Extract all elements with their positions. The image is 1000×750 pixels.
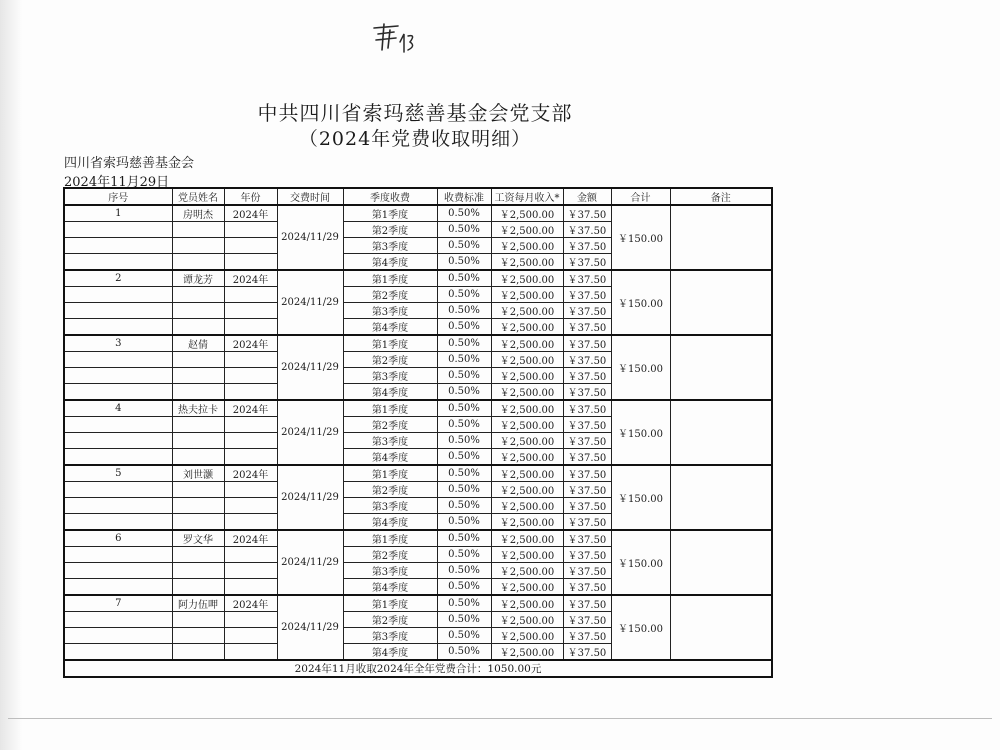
fee-rate: 0.50% bbox=[437, 384, 491, 401]
fee-rate: 0.50% bbox=[437, 530, 491, 547]
empty-name-cell bbox=[172, 644, 224, 661]
table-row bbox=[64, 335, 772, 352]
member-name: 刘世灏 bbox=[172, 465, 224, 482]
quarter-label: 第1季度 bbox=[343, 335, 437, 352]
fee-rate: 0.50% bbox=[437, 270, 491, 287]
fee-table bbox=[63, 187, 773, 678]
empty-name-cell bbox=[172, 563, 224, 579]
monthly-salary: ￥2,500.00 bbox=[491, 547, 563, 563]
quarter-label: 第3季度 bbox=[343, 563, 437, 579]
quarter-label: 第1季度 bbox=[343, 465, 437, 482]
empty-name-cell bbox=[172, 498, 224, 514]
quarter-label: 第3季度 bbox=[343, 628, 437, 644]
fee-rate: 0.50% bbox=[437, 547, 491, 563]
empty-year-cell bbox=[224, 612, 277, 628]
empty-name-cell bbox=[172, 579, 224, 596]
quarter-label: 第4季度 bbox=[343, 254, 437, 271]
quarter-amount: ￥37.50 bbox=[563, 384, 611, 401]
quarter-label: 第2季度 bbox=[343, 352, 437, 368]
empty-year-cell bbox=[224, 368, 277, 384]
monthly-salary: ￥2,500.00 bbox=[491, 530, 563, 547]
empty-year-cell bbox=[224, 384, 277, 401]
empty-name-cell bbox=[172, 238, 224, 254]
scan-bottom-edge bbox=[8, 718, 992, 719]
member-total: ￥150.00 bbox=[611, 270, 670, 335]
empty-number-cell bbox=[64, 384, 172, 401]
table-row bbox=[64, 530, 772, 547]
quarter-amount: ￥37.50 bbox=[563, 205, 611, 222]
header-cell: 金额 bbox=[563, 188, 611, 205]
empty-number-cell bbox=[64, 498, 172, 514]
member-number: 4 bbox=[64, 400, 172, 417]
document-subtitle: （2024年党费收取明细） bbox=[298, 128, 532, 150]
remarks-cell bbox=[670, 400, 772, 465]
monthly-salary: ￥2,500.00 bbox=[491, 254, 563, 271]
table-row bbox=[64, 400, 772, 417]
quarter-amount: ￥37.50 bbox=[563, 482, 611, 498]
header-cell: 年份 bbox=[224, 188, 277, 205]
empty-year-cell bbox=[224, 628, 277, 644]
empty-year-cell bbox=[224, 644, 277, 661]
fee-rate: 0.50% bbox=[437, 514, 491, 531]
quarter-label: 第4季度 bbox=[343, 579, 437, 596]
payment-date: 2024/11/29 bbox=[277, 335, 343, 400]
remarks-cell bbox=[670, 335, 772, 400]
header-cell: 交费时间 bbox=[277, 188, 343, 205]
fee-rate: 0.50% bbox=[437, 433, 491, 449]
member-number: 7 bbox=[64, 595, 172, 612]
quarter-amount: ￥37.50 bbox=[563, 433, 611, 449]
empty-year-cell bbox=[224, 449, 277, 466]
empty-year-cell bbox=[224, 417, 277, 433]
fee-rate: 0.50% bbox=[437, 303, 491, 319]
quarter-label: 第2季度 bbox=[343, 222, 437, 238]
fee-rate: 0.50% bbox=[437, 400, 491, 417]
quarter-label: 第4季度 bbox=[343, 644, 437, 661]
empty-year-cell bbox=[224, 498, 277, 514]
payment-date: 2024/11/29 bbox=[277, 595, 343, 660]
member-number: 6 bbox=[64, 530, 172, 547]
quarter-label: 第2季度 bbox=[343, 287, 437, 303]
fee-rate: 0.50% bbox=[437, 644, 491, 661]
payment-date: 2024/11/29 bbox=[277, 465, 343, 530]
monthly-salary: ￥2,500.00 bbox=[491, 222, 563, 238]
payment-date: 2024/11/29 bbox=[277, 270, 343, 335]
monthly-salary: ￥2,500.00 bbox=[491, 628, 563, 644]
empty-number-cell bbox=[64, 368, 172, 384]
monthly-salary: ￥2,500.00 bbox=[491, 482, 563, 498]
header-cell: 备注 bbox=[670, 188, 772, 205]
quarter-amount: ￥37.50 bbox=[563, 254, 611, 271]
empty-number-cell bbox=[64, 303, 172, 319]
member-year: 2024年 bbox=[224, 205, 277, 222]
quarter-label: 第4季度 bbox=[343, 319, 437, 336]
fee-rate: 0.50% bbox=[437, 205, 491, 222]
quarter-amount: ￥37.50 bbox=[563, 319, 611, 336]
empty-name-cell bbox=[172, 482, 224, 498]
monthly-salary: ￥2,500.00 bbox=[491, 579, 563, 596]
payment-date: 2024/11/29 bbox=[277, 205, 343, 270]
payment-date: 2024/11/29 bbox=[277, 530, 343, 595]
member-number: 5 bbox=[64, 465, 172, 482]
empty-name-cell bbox=[172, 417, 224, 433]
empty-name-cell bbox=[172, 449, 224, 466]
fee-rate: 0.50% bbox=[437, 465, 491, 482]
empty-year-cell bbox=[224, 482, 277, 498]
quarter-label: 第1季度 bbox=[343, 205, 437, 222]
empty-name-cell bbox=[172, 547, 224, 563]
member-name: 赵倩 bbox=[172, 335, 224, 352]
fee-rate: 0.50% bbox=[437, 482, 491, 498]
empty-number-cell bbox=[64, 628, 172, 644]
monthly-salary: ￥2,500.00 bbox=[491, 644, 563, 661]
empty-name-cell bbox=[172, 368, 224, 384]
fee-rate: 0.50% bbox=[437, 628, 491, 644]
empty-name-cell bbox=[172, 222, 224, 238]
member-year: 2024年 bbox=[224, 400, 277, 417]
remarks-cell bbox=[670, 270, 772, 335]
fee-rate: 0.50% bbox=[437, 563, 491, 579]
fee-rate: 0.50% bbox=[437, 222, 491, 238]
fee-rate: 0.50% bbox=[437, 238, 491, 254]
quarter-amount: ￥37.50 bbox=[563, 335, 611, 352]
monthly-salary: ￥2,500.00 bbox=[491, 465, 563, 482]
empty-number-cell bbox=[64, 514, 172, 531]
monthly-salary: ￥2,500.00 bbox=[491, 449, 563, 466]
member-name: 阿力伍呷 bbox=[172, 595, 224, 612]
empty-number-cell bbox=[64, 417, 172, 433]
monthly-salary: ￥2,500.00 bbox=[491, 433, 563, 449]
remarks-cell bbox=[670, 465, 772, 530]
quarter-amount: ￥37.50 bbox=[563, 449, 611, 466]
member-number: 2 bbox=[64, 270, 172, 287]
fee-rate: 0.50% bbox=[437, 254, 491, 271]
empty-year-cell bbox=[224, 287, 277, 303]
header-cell: 季度收费 bbox=[343, 188, 437, 205]
monthly-salary: ￥2,500.00 bbox=[491, 498, 563, 514]
handwritten-mark-icon bbox=[368, 20, 418, 56]
empty-number-cell bbox=[64, 222, 172, 238]
remarks-cell bbox=[670, 205, 772, 270]
member-year: 2024年 bbox=[224, 270, 277, 287]
empty-number-cell bbox=[64, 563, 172, 579]
monthly-salary: ￥2,500.00 bbox=[491, 514, 563, 531]
table-row bbox=[64, 465, 772, 482]
quarter-label: 第1季度 bbox=[343, 400, 437, 417]
empty-year-cell bbox=[224, 303, 277, 319]
quarter-amount: ￥37.50 bbox=[563, 400, 611, 417]
empty-year-cell bbox=[224, 254, 277, 271]
empty-name-cell bbox=[172, 384, 224, 401]
monthly-salary: ￥2,500.00 bbox=[491, 205, 563, 222]
table-header-row bbox=[64, 188, 772, 205]
quarter-label: 第3季度 bbox=[343, 368, 437, 384]
fee-rate: 0.50% bbox=[437, 498, 491, 514]
empty-name-cell bbox=[172, 433, 224, 449]
empty-year-cell bbox=[224, 579, 277, 596]
fee-rate: 0.50% bbox=[437, 287, 491, 303]
quarter-amount: ￥37.50 bbox=[563, 563, 611, 579]
header-cell: 党员姓名 bbox=[172, 188, 224, 205]
empty-number-cell bbox=[64, 287, 172, 303]
empty-number-cell bbox=[64, 579, 172, 596]
empty-number-cell bbox=[64, 433, 172, 449]
quarter-amount: ￥37.50 bbox=[563, 498, 611, 514]
monthly-salary: ￥2,500.00 bbox=[491, 335, 563, 352]
empty-number-cell bbox=[64, 238, 172, 254]
quarter-label: 第2季度 bbox=[343, 612, 437, 628]
empty-number-cell bbox=[64, 612, 172, 628]
empty-name-cell bbox=[172, 319, 224, 336]
monthly-salary: ￥2,500.00 bbox=[491, 384, 563, 401]
fee-rate: 0.50% bbox=[437, 612, 491, 628]
fee-rate: 0.50% bbox=[437, 368, 491, 384]
quarter-amount: ￥37.50 bbox=[563, 417, 611, 433]
fee-rate: 0.50% bbox=[437, 579, 491, 596]
monthly-salary: ￥2,500.00 bbox=[491, 319, 563, 336]
quarter-label: 第4季度 bbox=[343, 449, 437, 466]
empty-name-cell bbox=[172, 287, 224, 303]
quarter-amount: ￥37.50 bbox=[563, 579, 611, 596]
member-year: 2024年 bbox=[224, 465, 277, 482]
monthly-salary: ￥2,500.00 bbox=[491, 287, 563, 303]
quarter-amount: ￥37.50 bbox=[563, 238, 611, 254]
empty-number-cell bbox=[64, 644, 172, 661]
quarter-label: 第4季度 bbox=[343, 514, 437, 531]
member-year: 2024年 bbox=[224, 530, 277, 547]
empty-year-cell bbox=[224, 238, 277, 254]
empty-name-cell bbox=[172, 254, 224, 271]
quarter-amount: ￥37.50 bbox=[563, 270, 611, 287]
empty-year-cell bbox=[224, 222, 277, 238]
payment-date: 2024/11/29 bbox=[277, 400, 343, 465]
empty-name-cell bbox=[172, 303, 224, 319]
member-total: ￥150.00 bbox=[611, 595, 670, 660]
quarter-amount: ￥37.50 bbox=[563, 514, 611, 531]
monthly-salary: ￥2,500.00 bbox=[491, 612, 563, 628]
quarter-amount: ￥37.50 bbox=[563, 287, 611, 303]
quarter-amount: ￥37.50 bbox=[563, 222, 611, 238]
monthly-salary: ￥2,500.00 bbox=[491, 352, 563, 368]
empty-name-cell bbox=[172, 514, 224, 531]
quarter-label: 第3季度 bbox=[343, 238, 437, 254]
quarter-label: 第3季度 bbox=[343, 303, 437, 319]
quarter-label: 第1季度 bbox=[343, 595, 437, 612]
quarter-amount: ￥37.50 bbox=[563, 595, 611, 612]
empty-year-cell bbox=[224, 319, 277, 336]
empty-number-cell bbox=[64, 547, 172, 563]
monthly-salary: ￥2,500.00 bbox=[491, 563, 563, 579]
member-total: ￥150.00 bbox=[611, 530, 670, 595]
member-total: ￥150.00 bbox=[611, 205, 670, 270]
header-cell: 收费标准 bbox=[437, 188, 491, 205]
quarter-amount: ￥37.50 bbox=[563, 530, 611, 547]
empty-year-cell bbox=[224, 547, 277, 563]
fee-table-body bbox=[64, 205, 772, 660]
fee-rate: 0.50% bbox=[437, 352, 491, 368]
fee-rate: 0.50% bbox=[437, 335, 491, 352]
fee-rate: 0.50% bbox=[437, 319, 491, 336]
member-name: 罗文华 bbox=[172, 530, 224, 547]
member-number: 3 bbox=[64, 335, 172, 352]
table-row bbox=[64, 270, 772, 287]
quarter-label: 第3季度 bbox=[343, 433, 437, 449]
document-title: 中共四川省索玛慈善基金会党支部 bbox=[257, 101, 573, 125]
monthly-salary: ￥2,500.00 bbox=[491, 417, 563, 433]
empty-number-cell bbox=[64, 319, 172, 336]
monthly-salary: ￥2,500.00 bbox=[491, 595, 563, 612]
quarter-amount: ￥37.50 bbox=[563, 547, 611, 563]
table-row bbox=[64, 595, 772, 612]
empty-number-cell bbox=[64, 449, 172, 466]
fee-rate: 0.50% bbox=[437, 449, 491, 466]
quarter-amount: ￥37.50 bbox=[563, 352, 611, 368]
table-row bbox=[64, 205, 772, 222]
quarter-label: 第1季度 bbox=[343, 530, 437, 547]
member-name: 房明杰 bbox=[172, 205, 224, 222]
header-cell: 合计 bbox=[611, 188, 670, 205]
empty-year-cell bbox=[224, 433, 277, 449]
quarter-amount: ￥37.50 bbox=[563, 368, 611, 384]
monthly-salary: ￥2,500.00 bbox=[491, 368, 563, 384]
empty-name-cell bbox=[172, 628, 224, 644]
quarter-amount: ￥37.50 bbox=[563, 612, 611, 628]
quarter-label: 第2季度 bbox=[343, 547, 437, 563]
quarter-label: 第4季度 bbox=[343, 384, 437, 401]
member-name: 谭龙芳 bbox=[172, 270, 224, 287]
document-date: 2024年11月29日 bbox=[64, 175, 170, 190]
member-year: 2024年 bbox=[224, 335, 277, 352]
quarter-amount: ￥37.50 bbox=[563, 628, 611, 644]
empty-name-cell bbox=[172, 612, 224, 628]
monthly-salary: ￥2,500.00 bbox=[491, 238, 563, 254]
quarter-amount: ￥37.50 bbox=[563, 644, 611, 661]
quarter-amount: ￥37.50 bbox=[563, 465, 611, 482]
organization-name: 四川省索玛慈善基金会 bbox=[64, 156, 195, 171]
empty-year-cell bbox=[224, 563, 277, 579]
empty-name-cell bbox=[172, 352, 224, 368]
empty-year-cell bbox=[224, 514, 277, 531]
monthly-salary: ￥2,500.00 bbox=[491, 270, 563, 287]
member-total: ￥150.00 bbox=[611, 335, 670, 400]
remarks-cell bbox=[670, 530, 772, 595]
remarks-cell bbox=[670, 595, 772, 660]
monthly-salary: ￥2,500.00 bbox=[491, 303, 563, 319]
quarter-label: 第1季度 bbox=[343, 270, 437, 287]
empty-year-cell bbox=[224, 352, 277, 368]
header-cell: 工资每月收入* bbox=[491, 188, 563, 205]
member-total: ￥150.00 bbox=[611, 465, 670, 530]
fee-rate: 0.50% bbox=[437, 595, 491, 612]
quarter-label: 第2季度 bbox=[343, 417, 437, 433]
table-footer-row bbox=[64, 660, 772, 677]
member-total: ￥150.00 bbox=[611, 400, 670, 465]
empty-number-cell bbox=[64, 352, 172, 368]
header-cell: 序号 bbox=[64, 188, 172, 205]
member-name: 热夫拉卡 bbox=[172, 400, 224, 417]
member-year: 2024年 bbox=[224, 595, 277, 612]
annual-total-summary: 2024年11月收取2024年全年党费合计：1050.00元 bbox=[64, 660, 772, 677]
empty-number-cell bbox=[64, 254, 172, 271]
quarter-label: 第3季度 bbox=[343, 498, 437, 514]
empty-number-cell bbox=[64, 482, 172, 498]
member-number: 1 bbox=[64, 205, 172, 222]
quarter-amount: ￥37.50 bbox=[563, 303, 611, 319]
quarter-label: 第2季度 bbox=[343, 482, 437, 498]
monthly-salary: ￥2,500.00 bbox=[491, 400, 563, 417]
fee-rate: 0.50% bbox=[437, 417, 491, 433]
